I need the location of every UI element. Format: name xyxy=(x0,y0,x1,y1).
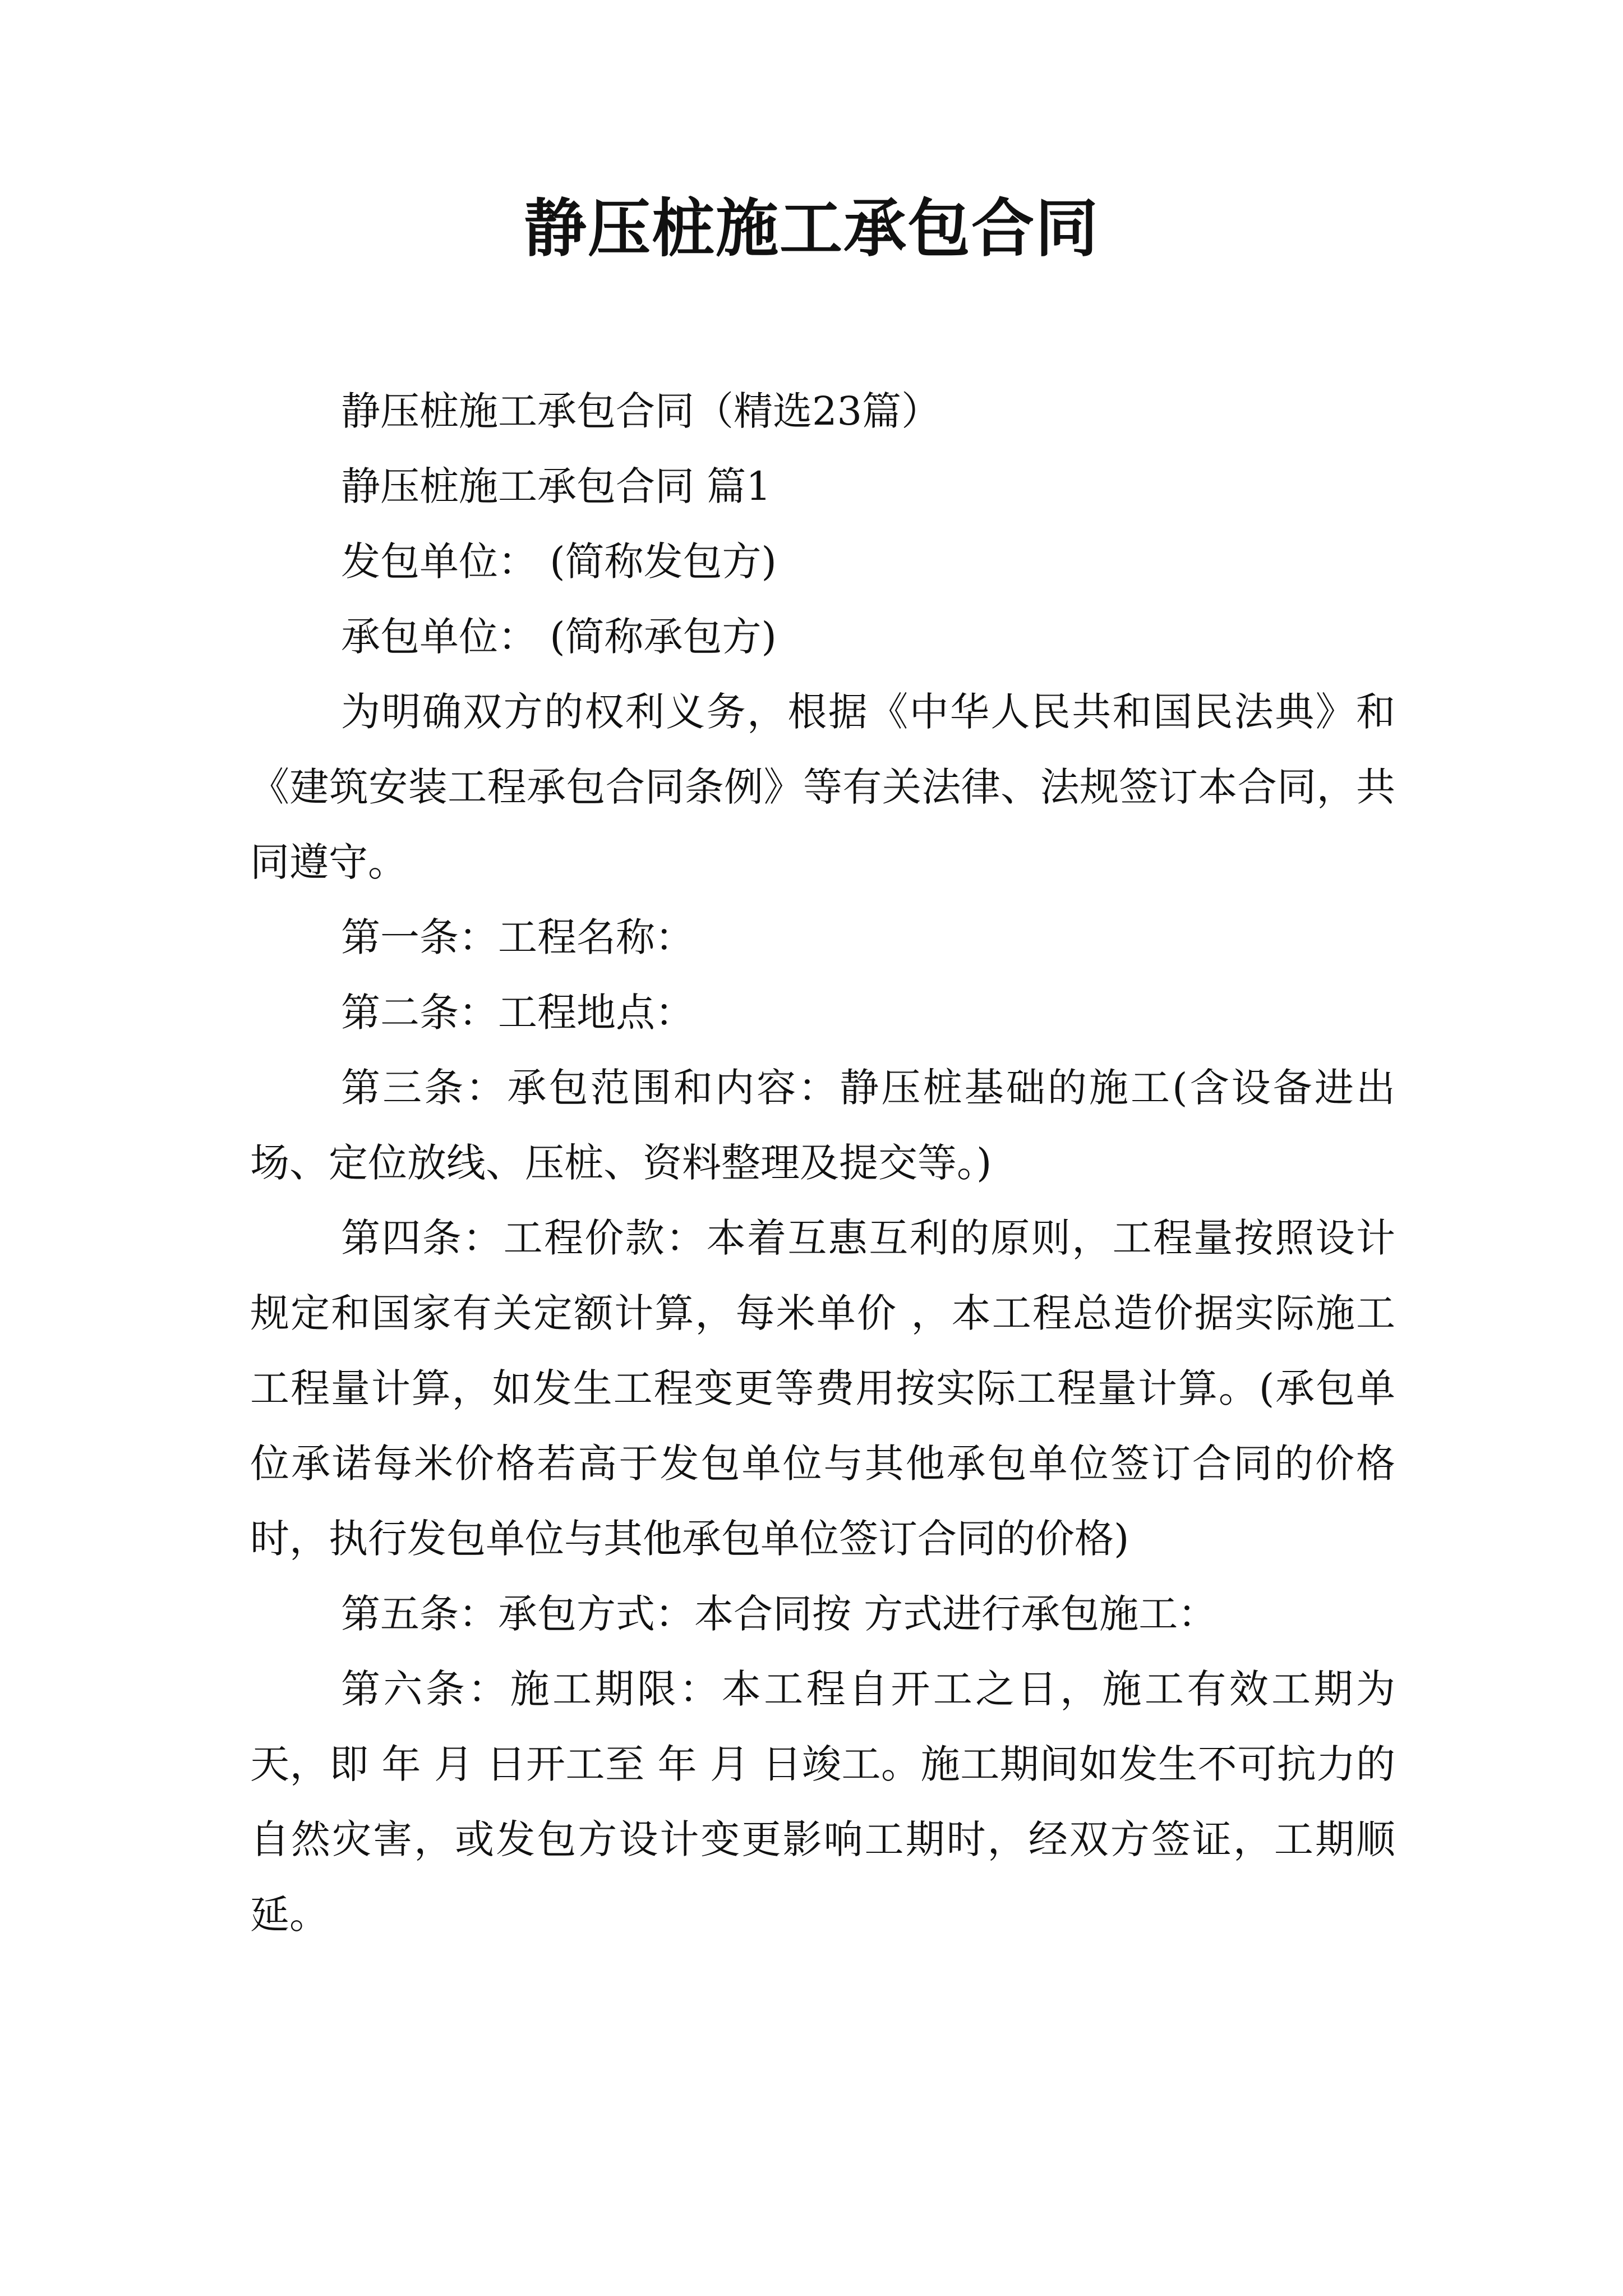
paragraph-article-4: 第四条：工程价款：本着互惠互利的原则，工程量按照设计规定和国家有关定额计算，每米单价 ，本工程总造价据实际施工工程量计算，如发生工程变更等费用按实际工程量计算。(承包单位承诺每米价格若高于发包单位与其他承包单位签订合同的价格时，执行发包单位与其他承包单位签订合同的价格) xyxy=(250,1215,1395,1562)
document-body xyxy=(250,374,1395,1952)
paragraph-article-1: 第一条：工程名称： xyxy=(341,914,694,960)
document-title: 静压桩施工承包合同 xyxy=(524,192,1099,265)
paragraph-contractor-issuer: 发包单位： (简称发包方) xyxy=(341,539,777,585)
paragraph-subtitle: 静压桩施工承包合同（精选23篇） xyxy=(341,388,941,434)
paragraph-article-2: 第二条：工程地点： xyxy=(341,990,694,1036)
paragraph-contractor-receiver: 承包单位： (简称承包方) xyxy=(341,614,777,660)
paragraph-article-6: 第六条：施工期限：本工程自开工之日，施工有效工期为 天，即 年 月 日开工至 年 月 日竣工。施工期间如发生不可抗力的自然灾害，或发包方设计变更影响工期时，经双方签证，工期顺延。 xyxy=(250,1666,1395,1938)
paragraph-preamble: 为明确双方的权利义务，根据《中华人民共和国民法典》和《建筑安装工程承包合同条例》等有关法律、法规签订本合同，共同遵守。 xyxy=(250,689,1395,885)
paragraph-article-5: 第五条：承包方式：本合同按 方式进行承包施工： xyxy=(341,1591,1218,1637)
paragraph-section-heading: 静压桩施工承包合同 篇1 xyxy=(341,463,771,509)
paragraph-article-3: 第三条：承包范围和内容：静压桩基础的施工(含设备进出场、定位放线、压桩、资料整理及提交等。) xyxy=(250,1065,1395,1186)
